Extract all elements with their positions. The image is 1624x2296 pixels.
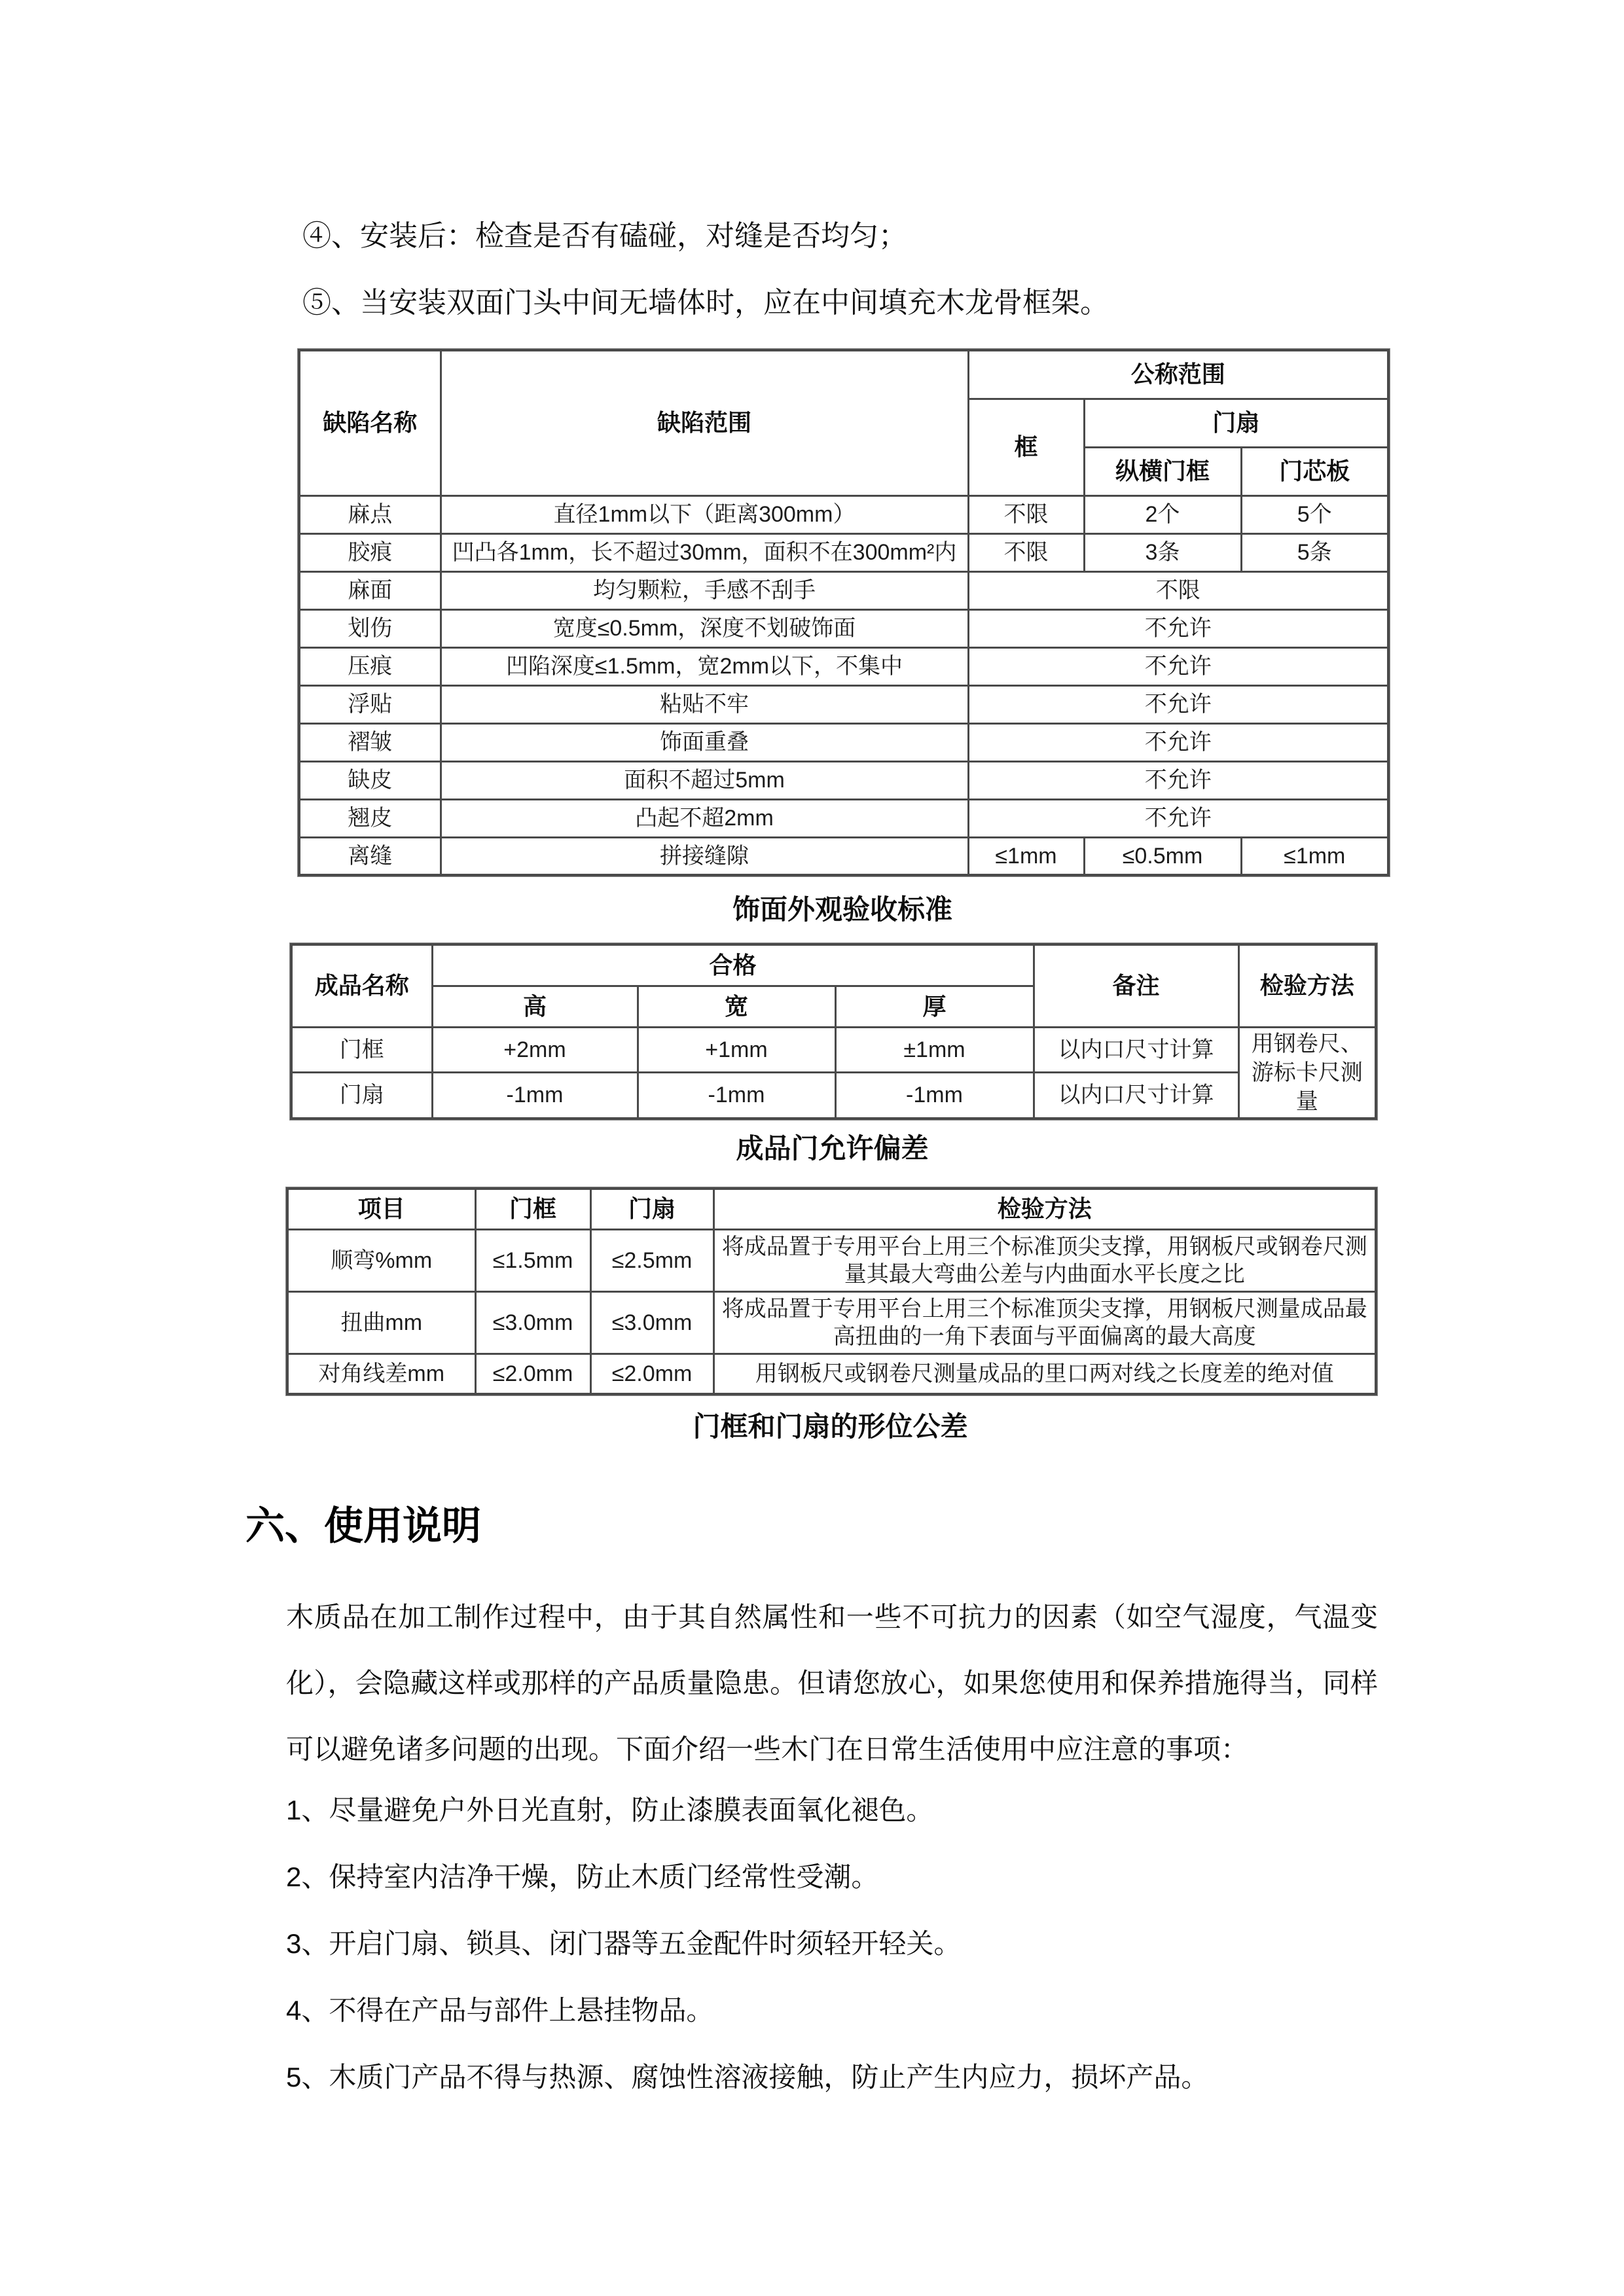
form-position-tolerance-table <box>286 1187 1377 1395</box>
table-row <box>287 1354 1376 1394</box>
table-header-row <box>299 350 1388 399</box>
usage-intro-paragraph: 木质品在加工制作过程中，由于其自然属性和一些不可抗力的因素（如空气湿度，气温变化），会隐藏这样或那样的产品质量隐患。但请您放心，如果您使用和保养措施得当，同样可以避免诸多问题的出现。下面介绍一些木门在日常生活使用中应注意的事项： <box>286 1602 1378 1765</box>
header-height: 高 <box>432 986 638 1027</box>
table-cell: 凹凸各1mm，长不超过30mm，面积不在300mm²内 <box>441 533 968 571</box>
table-cell: 凹陷深度≤1.5mm，宽2mm以下，不集中 <box>441 647 968 685</box>
usage-notes-list <box>286 1795 1208 2128</box>
table-cell: ≤3.0mm <box>475 1291 590 1354</box>
header-door-leaf: 门扇 <box>1084 399 1388 447</box>
header-door-frame: 门框 <box>475 1189 590 1229</box>
table-cell: 麻面 <box>299 571 441 609</box>
table-cell-merged: 不限 <box>968 571 1388 609</box>
header-qualified: 合格 <box>432 944 1034 986</box>
list-item: 1、尽量避免户外日光直射，防止漆膜表面氧化褪色。 <box>286 1795 934 1825</box>
table-cell-merged: 不允许 <box>968 647 1388 685</box>
table-cell: 以内口尺寸计算 <box>1034 1073 1238 1119</box>
table-cell-merged: 不允许 <box>968 799 1388 837</box>
table-row <box>299 495 1388 533</box>
table-cell: 压痕 <box>299 647 441 685</box>
table-cell: 门扇 <box>291 1073 432 1119</box>
table-cell: 将成品置于专用平台上用三个标准顶尖支撑，用钢板尺测量成品最高扭曲的一角下表面与平面偏离的最大高度 <box>713 1291 1376 1354</box>
table-row <box>299 761 1388 799</box>
table-cell: 2个 <box>1084 495 1241 533</box>
table-cell: ≤1mm <box>1241 837 1388 875</box>
header-nominal-range: 公称范围 <box>968 350 1388 399</box>
table-row <box>299 533 1388 571</box>
list-item: 2、保持室内洁净干燥，防止木质门经常性受潮。 <box>286 1861 879 1892</box>
table-cell: ≤0.5mm <box>1084 837 1241 875</box>
table-row <box>299 647 1388 685</box>
table-cell: 胶痕 <box>299 533 441 571</box>
section-title-usage-instructions: 六、使用说明 <box>245 1504 481 1548</box>
table3-caption: 门框和门扇的形位公差 <box>693 1411 968 1442</box>
table-header-row <box>291 944 1376 986</box>
header-method: 检验方法 <box>1238 944 1376 1027</box>
header-item: 项目 <box>287 1189 475 1229</box>
header-method: 检验方法 <box>713 1189 1376 1229</box>
header-frame: 框 <box>968 399 1084 495</box>
table-cell-merged: 不允许 <box>968 685 1388 723</box>
header-remark: 备注 <box>1034 944 1238 1027</box>
table-header-row <box>287 1189 1376 1229</box>
table-cell: +1mm <box>638 1027 835 1073</box>
table-cell: 面积不超过5mm <box>441 761 968 799</box>
table-row <box>299 685 1388 723</box>
table-cell: ≤1.5mm <box>475 1229 590 1291</box>
table-cell-merged: 不允许 <box>968 761 1388 799</box>
table-cell: 直径1mm以下（距离300mm） <box>441 495 968 533</box>
list-item: 5、木质门产品不得与热源、腐蚀性溶液接触，防止产生内应力，损坏产品。 <box>286 2062 1209 2092</box>
table-cell: 5条 <box>1241 533 1388 571</box>
table-cell: ≤1mm <box>968 837 1084 875</box>
header-vh-frame: 纵横门框 <box>1084 447 1241 495</box>
table-cell: 宽度≤0.5mm，深度不划破饰面 <box>441 609 968 647</box>
table-cell: 拼接缝隙 <box>441 837 968 875</box>
table1-caption: 饰面外观验收标准 <box>732 894 952 925</box>
table-cell: 缺皮 <box>299 761 441 799</box>
table-cell: 离缝 <box>299 837 441 875</box>
table-row <box>299 799 1388 837</box>
table-cell: 凸起不超2mm <box>441 799 968 837</box>
table-row <box>291 1073 1376 1119</box>
table-row <box>299 571 1388 609</box>
table-cell: ±1mm <box>835 1027 1034 1073</box>
table-cell: 翘皮 <box>299 799 441 837</box>
table-cell: 褶皱 <box>299 723 441 761</box>
table-cell: 饰面重叠 <box>441 723 968 761</box>
header-defect-range: 缺陷范围 <box>441 350 968 495</box>
table-cell: ≤3.0mm <box>590 1291 713 1354</box>
header-core-panel: 门芯板 <box>1241 447 1388 495</box>
table-cell: 用钢板尺或钢卷尺测量成品的里口两对线之长度差的绝对值 <box>713 1354 1376 1394</box>
table-cell: 对角线差mm <box>287 1354 475 1394</box>
table-cell-merged: 用钢卷尺、游标卡尺测量 <box>1238 1027 1376 1119</box>
table-cell: 不限 <box>968 533 1084 571</box>
table-row <box>287 1291 1376 1354</box>
table-cell: +2mm <box>432 1027 638 1073</box>
table-cell: 以内口尺寸计算 <box>1034 1027 1238 1073</box>
table-cell: 浮贴 <box>299 685 441 723</box>
table-row <box>291 1027 1376 1073</box>
table-cell: 粘贴不牢 <box>441 685 968 723</box>
finished-door-deviation-table <box>290 943 1377 1120</box>
table-cell: -1mm <box>638 1073 835 1119</box>
header-defect-name: 缺陷名称 <box>299 350 441 495</box>
table-cell: -1mm <box>835 1073 1034 1119</box>
table-cell: -1mm <box>432 1073 638 1119</box>
table-cell: ≤2.5mm <box>590 1229 713 1291</box>
header-thickness: 厚 <box>835 986 1034 1027</box>
table-row <box>287 1229 1376 1291</box>
header-door-leaf: 门扇 <box>590 1189 713 1229</box>
table-cell: 麻点 <box>299 495 441 533</box>
table-cell: 3条 <box>1084 533 1241 571</box>
table-row <box>299 609 1388 647</box>
table-cell: 顺弯%mm <box>287 1229 475 1291</box>
table-row <box>299 723 1388 761</box>
veneer-defect-table <box>298 349 1390 876</box>
table-row <box>299 837 1388 875</box>
table-cell: ≤2.0mm <box>475 1354 590 1394</box>
table-cell: ≤2.0mm <box>590 1354 713 1394</box>
table-cell: 扭曲mm <box>287 1291 475 1354</box>
list-item: 4、不得在产品与部件上悬挂物品。 <box>286 1995 714 2026</box>
table-cell: 门框 <box>291 1027 432 1073</box>
table-cell: 5个 <box>1241 495 1388 533</box>
header-product-name: 成品名称 <box>291 944 432 1027</box>
table-cell: 不限 <box>968 495 1084 533</box>
table-cell: 将成品置于专用平台上用三个标准顶尖支撑，用钢板尺或钢卷尺测量其最大弯曲公差与内曲面水平长度之比 <box>713 1229 1376 1291</box>
header-width: 宽 <box>638 986 835 1027</box>
table-cell-merged: 不允许 <box>968 723 1388 761</box>
table-cell-merged: 不允许 <box>968 609 1388 647</box>
install-note-5: ⑤、当安装双面门头中间无墙体时，应在中间填充木龙骨框架。 <box>302 287 1109 319</box>
table2-caption: 成品门允许偏差 <box>736 1133 929 1164</box>
table-cell: 划伤 <box>299 609 441 647</box>
install-note-4: ④、安装后：检查是否有磕碰，对缝是否均匀； <box>302 220 907 252</box>
table-cell: 均匀颗粒，手感不刮手 <box>441 571 968 609</box>
list-item: 3、开启门扇、锁具、闭门器等五金配件时须轻开轻关。 <box>286 1928 962 1959</box>
